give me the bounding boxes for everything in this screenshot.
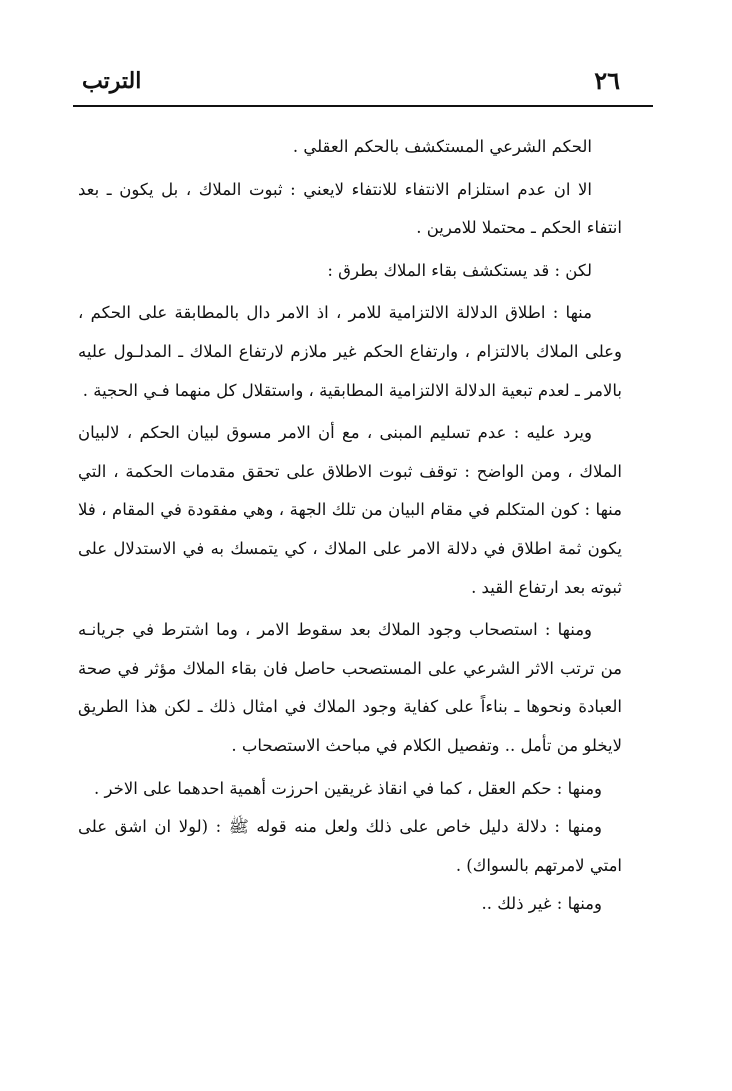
paragraph: ومنها : حكم العقل ، كما في انقاذ غريقين احرزت أهمية احدهما على الاخر . xyxy=(94,778,602,798)
paragraph: منها : اطلاق الدلالة الالتزامية للامر ، اذ الامر دال بالمطابقة على الحكم ، وعلى الملاك بالالتزام ، وارتفاع الحكم غير ملازم لارتفاع الملاك ـ المدلـول عليه بالامر ـ لعدم تبعية الدلالة الالتزامية المطابقية ، واستقلال كل منهما فـي الحجية . xyxy=(78,303,622,400)
header-rule xyxy=(73,105,653,107)
paragraph: ومنها : دلالة دليل خاص على ذلك ولعل منه قوله ﷺ : (لولا ان اشق على امتي لامرتهم بالسواك) . xyxy=(78,817,622,875)
paragraph: الا ان عدم استلزام الانتفاء للانتفاء لايعني : ثبوت الملاك ، بل يكون ـ بعد انتفاء الحكم ـ محتملا للامرين . xyxy=(78,179,622,238)
running-title: الترتب xyxy=(82,68,142,94)
page-header xyxy=(82,62,620,102)
page-number: ٢٦ xyxy=(594,66,620,95)
paragraph: ومنها : استصحاب وجود الملاك بعد سقوط الامر ، وما اشترط في جريانـه من ترتب الاثر الشرعي على المستصحب حاصل فان بقاء الملاك مؤثر في صحة العبادة ونحوها ـ بناءاً على كفاية وجود الملاك في امثال ذلك ـ لكن هذا الطريق لايخلو من تأمل .. وتفصيل الكلام في مباحث الاستصحاب . xyxy=(78,620,622,755)
body-text xyxy=(78,128,622,924)
paragraph: ومنها : غير ذلك .. xyxy=(481,894,602,914)
paragraph: الحكم الشرعي المستكشف بالحكم العقلي . xyxy=(292,137,592,156)
paragraph: ويرد عليه : عدم تسليم المبنى ، مع أن الامر مسوق لبيان الحكم ، لالبيان الملاك ، ومن الواضح : توقف ثبوت الاطلاق على تحقق مقدمات الحكمة ، التي منها : كون المتكلم في مقام البيان من تلك الجهة ، وهي مفقودة في المقام ، فلا يكون ثمة اطلاق في دلالة الامر على الملاك ، كي يتمسك به في الاستدلال على ثبوته بعد ارتفاع القيد . xyxy=(78,423,622,597)
paragraph: لكن : قد يستكشف بقاء الملاك بطرق : xyxy=(327,260,592,280)
